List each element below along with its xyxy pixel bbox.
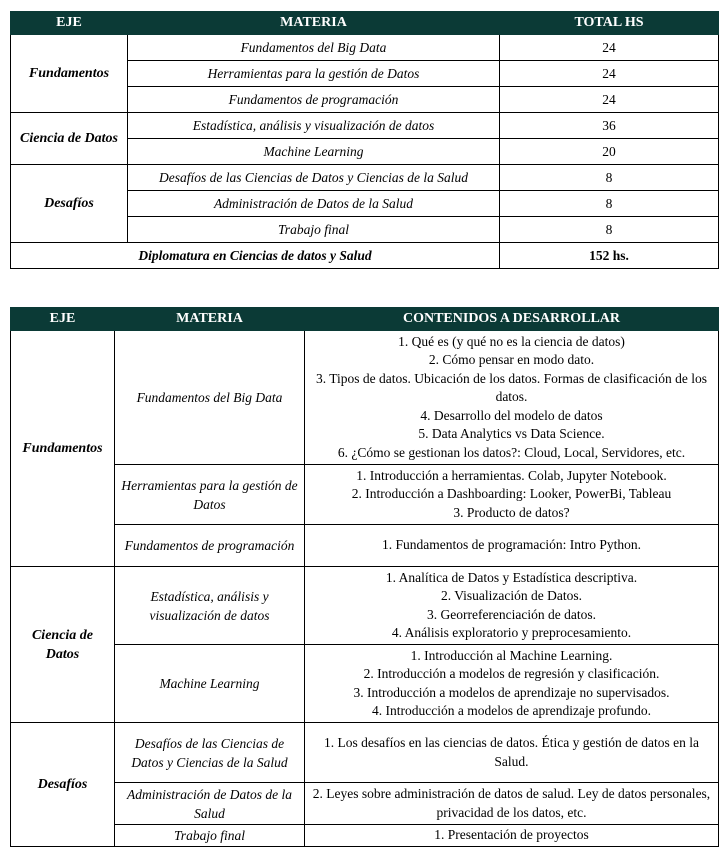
hours-table	[10, 11, 719, 269]
table-row	[11, 567, 719, 645]
content-item: 2. Leyes sobre administración de datos de salud. Ley de datos personales, privacidad de los datos, etc.	[312, 786, 711, 820]
hours-cell: 20	[500, 139, 719, 165]
total-value: 152 hs.	[500, 243, 719, 269]
contents-cell	[305, 645, 719, 723]
content-item: 1. Qué es (y qué no es la ciencia de datos)	[398, 333, 625, 349]
content-item: 3. Tipos de datos. Ubicación de los datos. Formas de clasificación de los datos.	[315, 370, 708, 405]
materia-cell: Fundamentos del Big Data	[115, 331, 305, 465]
contents-cell	[305, 567, 719, 645]
content-item: 3. Georreferenciación de datos.	[426, 606, 597, 622]
content-item: 3. Introducción a modelos de aprendizaje no supervisados.	[353, 684, 670, 700]
total-label: Diplomatura en Ciencias de datos y Salud	[11, 243, 500, 269]
table-row	[11, 645, 719, 723]
materia-cell: Machine Learning	[115, 645, 305, 723]
content-item: 1. Analítica de Datos y Estadística descriptiva.	[385, 569, 638, 585]
contents-cell	[305, 723, 719, 783]
table-row	[11, 331, 719, 465]
content-item: 1. Los desafíos en las ciencias de datos. Ética y gestión de datos en la Salud.	[324, 735, 699, 769]
materia-cell: Administración de Datos de la Salud	[115, 783, 305, 825]
materia-cell: Trabajo final	[115, 825, 305, 847]
materia-cell: Desafíos de las Ciencias de Datos y Ciencias de la Salud	[115, 723, 305, 783]
table-row	[11, 825, 719, 847]
contents-table-header	[11, 308, 719, 331]
contents-cell	[305, 783, 719, 825]
contents-cell	[305, 825, 719, 847]
header-materia: MATERIA	[128, 12, 500, 35]
table-row	[11, 465, 719, 525]
contents-cell	[305, 525, 719, 567]
eje-cell: Fundamentos	[11, 35, 128, 113]
content-item: 1. Presentación de proyectos	[434, 827, 589, 843]
table-row	[11, 113, 719, 139]
header-contenidos: CONTENIDOS A DESARROLLAR	[305, 308, 719, 331]
materia-cell: Herramientas para la gestión de Datos	[128, 61, 500, 87]
eje-cell: Desafíos	[11, 723, 115, 847]
content-item: 4. Introducción a modelos de aprendizaje profundo.	[372, 703, 651, 718]
contents-cell	[305, 465, 719, 525]
content-item: 2. Introducción a Dashboarding: Looker, PowerBi, Tableau	[351, 486, 672, 502]
hours-cell: 24	[500, 35, 719, 61]
materia-cell: Trabajo final	[128, 217, 500, 243]
table-row	[11, 783, 719, 825]
hours-cell: 24	[500, 87, 719, 113]
content-item: 6. ¿Cómo se gestionan los datos?: Cloud, Local, Servidores, etc.	[337, 444, 686, 460]
content-item: 4. Análisis exploratorio y preprocesamiento.	[391, 625, 632, 640]
content-item: 2. Visualización de Datos.	[440, 588, 583, 603]
materia-cell: Administración de Datos de la Salud	[128, 191, 500, 217]
content-item: 3. Producto de datos?	[453, 504, 570, 520]
materia-cell: Fundamentos de programación	[128, 87, 500, 113]
materia-cell: Desafíos de las Ciencias de Datos y Ciencias de la Salud	[128, 165, 500, 191]
content-item: 1. Introducción al Machine Learning.	[410, 647, 613, 663]
content-item: 1. Fundamentos de programación: Intro Python.	[381, 537, 642, 553]
materia-cell: Estadística, análisis y visualización de datos	[128, 113, 500, 139]
hours-cell: 24	[500, 61, 719, 87]
header-eje: EJE	[11, 308, 115, 331]
total-row	[11, 243, 719, 269]
content-item: 4. Desarrollo del modelo de datos	[420, 407, 603, 423]
contents-table	[10, 307, 719, 847]
eje-cell: Desafíos	[11, 165, 128, 243]
materia-cell: Herramientas para la gestión de Datos	[115, 465, 305, 525]
table-row	[11, 723, 719, 783]
hours-table-header	[11, 12, 719, 35]
contents-cell	[305, 331, 719, 465]
content-item: 1. Introducción a herramientas. Colab, Jupyter Notebook.	[356, 467, 667, 483]
table-row	[11, 165, 719, 191]
header-materia: MATERIA	[115, 308, 305, 331]
header-eje: EJE	[11, 12, 128, 35]
content-item: 5. Data Analytics vs Data Science.	[418, 426, 605, 442]
materia-cell: Fundamentos de programación	[115, 525, 305, 567]
hours-cell: 36	[500, 113, 719, 139]
eje-cell: Ciencia de Datos	[11, 113, 128, 165]
eje-cell: Fundamentos	[11, 331, 115, 567]
hours-cell: 8	[500, 165, 719, 191]
content-item: 2. Cómo pensar en modo dato.	[428, 352, 595, 368]
materia-cell: Fundamentos del Big Data	[128, 35, 500, 61]
table-row	[11, 525, 719, 567]
hours-cell: 8	[500, 191, 719, 217]
materia-cell: Estadística, análisis y visualización de datos	[115, 567, 305, 645]
eje-cell: Ciencia de Datos	[11, 567, 115, 723]
table-row	[11, 35, 719, 61]
content-item: 2. Introducción a modelos de regresión y clasificación.	[363, 666, 660, 681]
hours-cell: 8	[500, 217, 719, 243]
header-total-hs: TOTAL HS	[500, 12, 719, 35]
materia-cell: Machine Learning	[128, 139, 500, 165]
